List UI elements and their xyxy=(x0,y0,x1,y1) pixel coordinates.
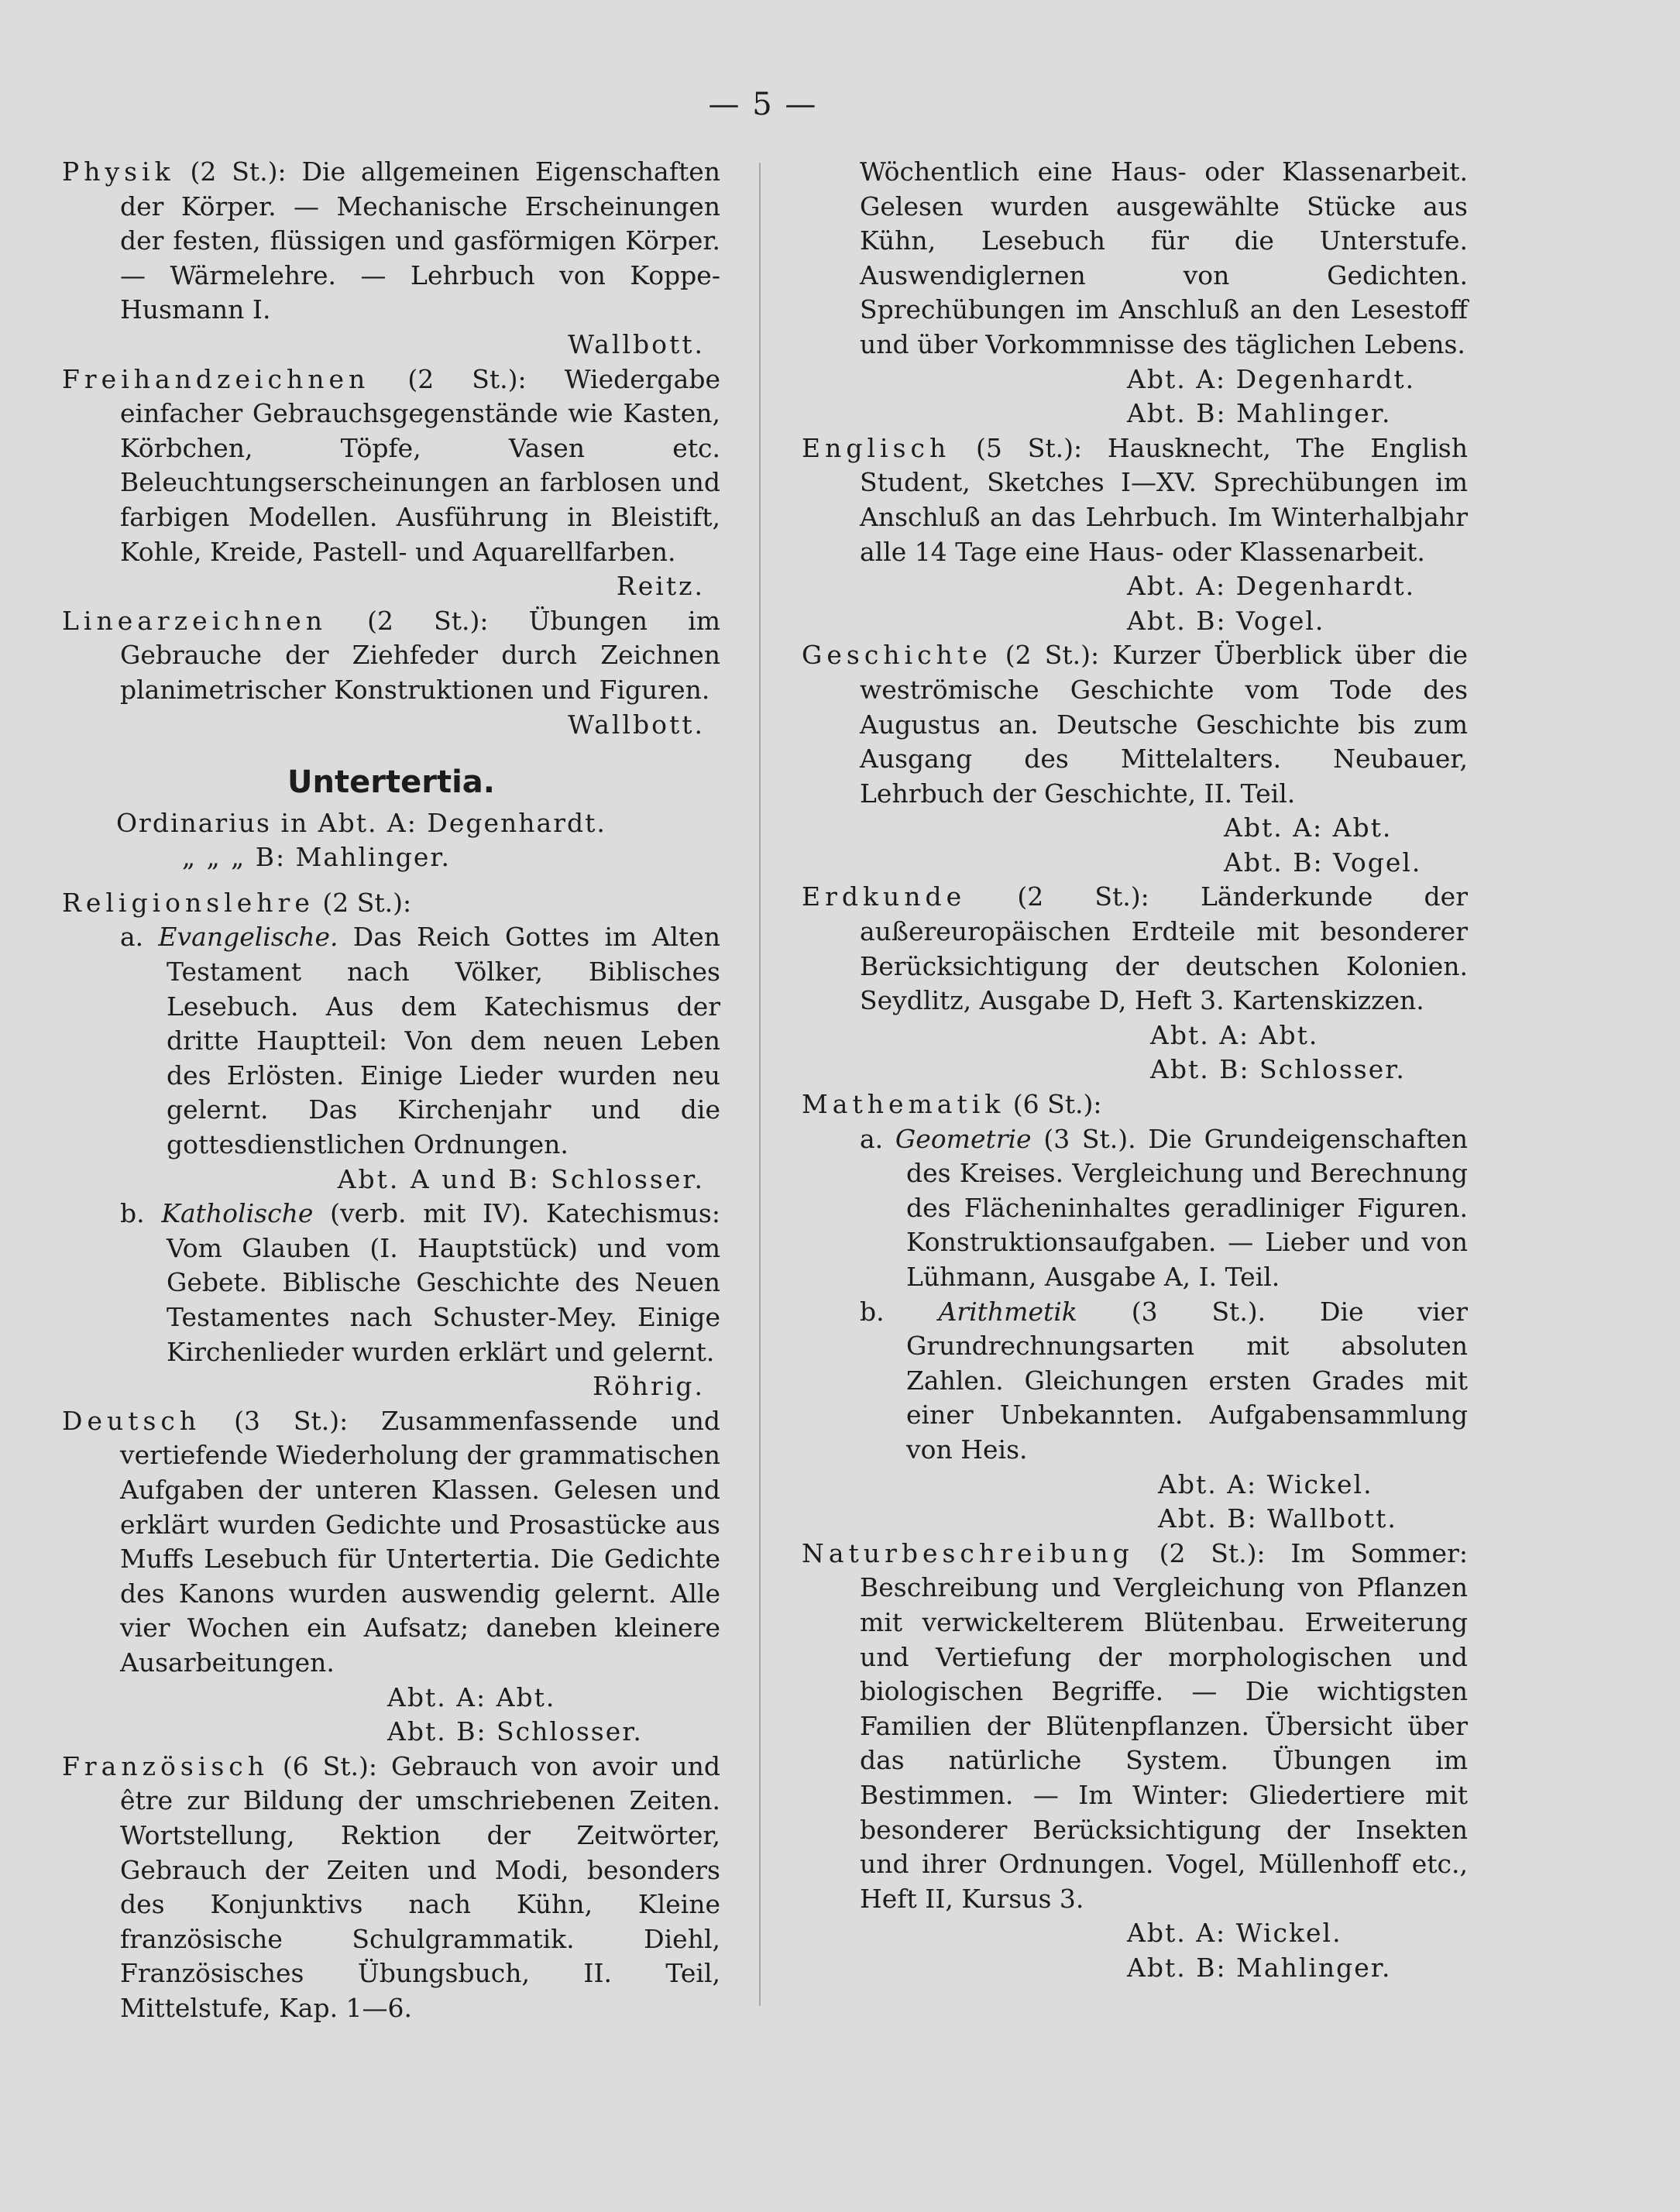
entry-text: Im Sommer: Beschreibung und Vergleichung von Pflanzen mit verwickelterem Blütenbau. Erweiterung und Vertiefung der morphologischen und biologischen Begriffe. — Die wichtigsten Familien der Blütenpflanzen. Übersicht über das natürliche System. Übungen im Bestimmen. — Im Winter: Gliedertiere mit besonderer Berücksichtigung der Insekten und ihrer Ordnungen. Vogel, Müllenhoff etc., Heft II, Kursus 3. xyxy=(860,1537,1468,1914)
subject-name: Religionslehre xyxy=(62,887,314,918)
hours: (2 St.): xyxy=(991,640,1113,671)
hours: (2 St.): xyxy=(966,881,1201,912)
entry-text: Übungen im Gebrauche der Ziehfeder durch Zeichnen planimetrischer Konstruktionen und Figuren. xyxy=(120,605,720,705)
abt-a-teacher: Abt. A: Abt. xyxy=(1150,1019,1319,1050)
sub-name: Arithmetik xyxy=(938,1296,1077,1327)
abt-b-teacher: Abt. B: Mahlinger. xyxy=(1127,398,1392,429)
section-title: Untertertia. xyxy=(287,764,495,801)
entry-text: (3 St.). Die vier Grundrechnungsarten mit absoluten Zahlen. Gleichungen ersten Grades mit einer Unbekannten. Aufgabensammlung von Heis. xyxy=(906,1296,1468,1465)
entry-text: Gebrauch von avoir und être zur Bildung der umschriebenen Zeiten. Wortstellung, Rektion der Zeitwörter, Gebrauch der Zeiten und Modi, besonders des Konjunktivs nach Kühn, Kleine französische Schulgrammatik. Diehl, Französisches Übungsbuch, II. Teil, Mittelstufe, Kap. 1—6. xyxy=(120,1750,720,2023)
subentry-arithmetik xyxy=(860,1295,1468,1468)
abt-a-teacher: Abt. A: Abt. xyxy=(1224,812,1393,843)
subentry-katholische xyxy=(120,1197,720,1369)
abt-b-teacher: Abt. B: Wallbott. xyxy=(1158,1503,1397,1534)
abt-b-teacher: Abt. B: Mahlinger. xyxy=(1127,1952,1392,1983)
sub-label: b. xyxy=(860,1296,939,1327)
entry-erdkunde xyxy=(802,880,1468,1018)
entry-religionslehre xyxy=(62,886,720,921)
hours: (5 St.): xyxy=(950,432,1108,463)
entry-freihandzeichnen xyxy=(62,362,720,570)
hours: (2 St.): xyxy=(1133,1537,1291,1568)
page-number: — 5 — xyxy=(708,87,818,122)
subentry-geometrie xyxy=(860,1122,1468,1295)
abt-b-teacher: Abt. B: Schlosser. xyxy=(387,1716,643,1747)
teacher-name: Wallbott. xyxy=(568,328,705,359)
subject-name: Naturbeschreibung xyxy=(802,1537,1134,1568)
entry-franzoesisch xyxy=(62,1750,720,2026)
entry-physik xyxy=(62,155,720,328)
entry-mathematik xyxy=(802,1087,1468,1122)
subject-name: Geschichte xyxy=(802,640,992,671)
hours: (6 St.): xyxy=(1005,1089,1102,1120)
entry-text: Zusammenfassende und vertiefende Wiederholung der grammatischen Aufgaben der unteren Klassen. Gelesen und erklärt wurden Gedichte und Prosastücke aus Muffs Lesebuch für Untertertia. Die Gedichte des Kanons wurden auswendig gelernt. Alle vier Wochen ein Aufsatz; daneben kleinere Ausarbeitungen. xyxy=(120,1405,720,1678)
entry-linearzeichnen xyxy=(62,604,720,708)
subject-name: Englisch xyxy=(802,432,951,463)
entry-text: Länderkunde der außereuropäischen Erdteile mit besonderer Berücksichtigung der deutschen Kolonien. Seydlitz, Ausgabe D, Heft 3. Kartenskizzen. xyxy=(860,881,1468,1016)
entry-deutsch xyxy=(62,1404,720,1681)
right-column xyxy=(802,155,1468,1985)
abt-a-teacher: Abt. A: Abt. xyxy=(387,1681,556,1712)
teacher-name: Reitz. xyxy=(616,571,705,602)
subject-name: Erdkunde xyxy=(802,881,967,912)
entry-text: Hausknecht, The English Student, Sketches I—XV. Sprechübungen im Anschluß an das Lehrbuch. Im Winterhalbjahr alle 14 Tage eine Haus- oder Klassenarbeit. xyxy=(860,432,1468,567)
entry-text: (3 St.). Die Grundeigenschaften des Kreises. Vergleichung und Berechnung des Flächeninhaltes geradliniger Figuren. Konstruktionsaufgaben. — Lieber und von Lühmann, Ausgabe A, I. Teil. xyxy=(906,1123,1468,1292)
subject-name: Linearzeichnen xyxy=(62,605,327,636)
abt-b-teacher: Abt. B: Schlosser. xyxy=(1150,1054,1406,1085)
subentry-evangelische xyxy=(120,920,720,1162)
franzoesisch-continued: Wöchentlich eine Haus- oder Klassenarbeit. Gelesen wurden ausgewählte Stücke aus Kühn, Lesebuch für die Unterstufe. Auswendiglernen von Gedichten. Sprechübungen im Anschluß an den Lesestoff und über Vorkommnisse des täglichen Lebens. xyxy=(860,156,1468,359)
hours: (2 St.): xyxy=(369,363,565,394)
hours: (2 St.): xyxy=(326,605,529,636)
hours: (3 St.): xyxy=(201,1405,382,1436)
entry-naturbeschreibung xyxy=(802,1537,1468,1917)
ordinarius-b: „ „ „ B: Mahlinger. xyxy=(182,842,451,873)
entry-text: Wiedergabe einfacher Gebrauchsgegenstände wie Kasten, Körbchen, Töpfe, Vasen etc. Beleuchtungserscheinungen an farblosen und farbigen Modellen. Ausführung in Bleistift, Kohle, Kreide, Pastell- und Aquarellfarben. xyxy=(120,363,720,567)
teacher-name: Wallbott. xyxy=(568,709,705,740)
entry-text: Die allgemeinen Eigenschaften der Körper. — Mechanische Erscheinungen der festen, flüssigen und gasförmigen Körper. — Wärmelehre. — Lehrbuch von Koppe-Husmann I. xyxy=(120,156,720,325)
teacher-name: Röhrig. xyxy=(593,1371,705,1402)
entry-text: (verb. mit IV). Katechismus: Vom Glauben (I. Hauptstück) und vom Gebete. Biblische Geschichte des Neuen Testamentes nach Schuster-Mey. Einige Kirchenlieder wurden erklärt und gelernt. xyxy=(167,1198,720,1367)
abt-a-teacher: Abt. A: Degenhardt. xyxy=(1127,363,1416,394)
entry-text: Das Reich Gottes im Alten Testament nach Völker, Biblisches Lesebuch. Aus dem Katechismus der dritte Hauptteil: Von dem neuen Leben des Erlösten. Einige Lieder wurden neu gelernt. Das Kirchenjahr und die gottesdienstlichen Ordnungen. xyxy=(167,922,720,1160)
sub-name: Evangelische. xyxy=(158,922,338,953)
sub-label: b. xyxy=(120,1198,162,1229)
subject-name: Deutsch xyxy=(62,1405,201,1436)
abt-a-teacher: Abt. A: Degenhardt. xyxy=(1127,571,1416,602)
entry-text: Kurzer Überblick über die weströmische Geschichte vom Tode des Augustus an. Deutsche Geschichte bis zum Ausgang des Mittelalters. Neubauer, Lehrbuch der Geschichte, II. Teil. xyxy=(860,640,1468,809)
sub-name: Geometrie xyxy=(895,1123,1032,1154)
hours: (6 St.): xyxy=(269,1750,391,1781)
abt-b-teacher: Abt. B: Vogel. xyxy=(1127,605,1325,636)
hours: (2 St.): xyxy=(174,156,302,187)
abt-b-teacher: Abt. B: Vogel. xyxy=(1224,847,1422,878)
column-divider xyxy=(759,163,761,2006)
sub-label: a. xyxy=(860,1123,895,1154)
sub-label: a. xyxy=(120,922,159,953)
subject-name: Physik xyxy=(62,156,175,187)
entry-geschichte xyxy=(802,638,1468,811)
hours: (2 St.): xyxy=(314,887,412,918)
left-column xyxy=(62,155,720,2025)
abt-a-teacher: Abt. A: Wickel. xyxy=(1127,1918,1342,1949)
sub-name: Katholische xyxy=(161,1198,314,1229)
teacher-name: Abt. A und B: Schlosser. xyxy=(337,1163,705,1194)
subject-name: Freihandzeichnen xyxy=(62,363,370,394)
subject-name: Französisch xyxy=(62,1750,270,1781)
abt-a-teacher: Abt. A: Wickel. xyxy=(1158,1468,1373,1499)
subject-name: Mathematik xyxy=(802,1089,1005,1120)
ordinarius-a: Ordinarius in Abt. A: Degenhardt. xyxy=(116,807,606,838)
entry-englisch xyxy=(802,431,1468,569)
